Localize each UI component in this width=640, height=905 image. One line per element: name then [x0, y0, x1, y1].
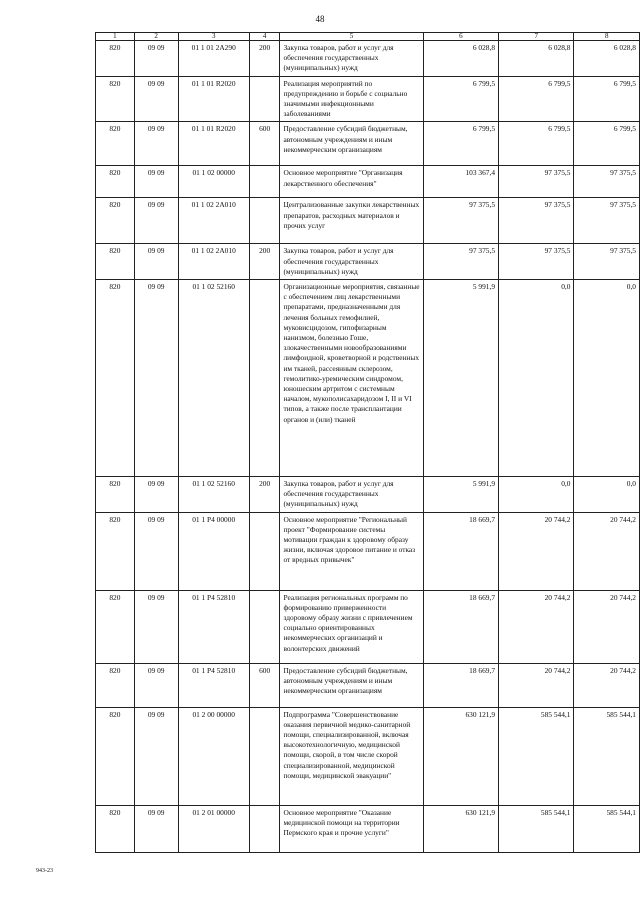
target-article-cell: 01 1 01 2А290 — [178, 41, 249, 77]
agency-code-cell: 820 — [96, 198, 135, 244]
section-code-cell: 09 09 — [134, 41, 178, 77]
table-row — [96, 805, 640, 852]
amount-col6-cell: 103 367,4 — [423, 166, 498, 198]
amount-col8-cell: 97 375,5 — [574, 244, 640, 280]
amount-col8-cell: 20 744,2 — [574, 663, 640, 707]
target-article-cell: 01 1 P4 52810 — [178, 663, 249, 707]
amount-col7-cell: 0,0 — [499, 280, 574, 477]
amount-col7-cell: 0,0 — [499, 477, 574, 513]
amount-col8-cell: 585 544,1 — [574, 805, 640, 852]
target-article-cell: 01 1 01 R2020 — [178, 76, 249, 122]
description-cell: Закупка товаров, работ и услуг для обеспечения государственных (муниципальных) нужд — [280, 244, 423, 280]
agency-code-cell: 820 — [96, 166, 135, 198]
expense-type-cell: 200 — [249, 244, 280, 280]
amount-col8-cell: 20 744,2 — [574, 590, 640, 663]
amount-col7-cell: 20 744,2 — [499, 590, 574, 663]
agency-code-cell: 820 — [96, 805, 135, 852]
amount-col6-cell: 630 121,9 — [423, 805, 498, 852]
amount-col7-cell: 97 375,5 — [499, 166, 574, 198]
amount-col8-cell: 6 799,5 — [574, 122, 640, 166]
amount-col6-cell: 97 375,5 — [423, 198, 498, 244]
amount-col6-cell: 18 669,7 — [423, 590, 498, 663]
description-cell: Предоставление субсидий бюджетным, автономным учреждениям и иным некоммерческим организациям — [280, 122, 423, 166]
amount-col8-cell: 6 028,8 — [574, 41, 640, 77]
description-cell: Закупка товаров, работ и услуг для обеспечения государственных (муниципальных) нужд — [280, 477, 423, 513]
agency-code-cell: 820 — [96, 122, 135, 166]
target-article-cell: 01 1 02 00000 — [178, 166, 249, 198]
agency-code-cell: 820 — [96, 512, 135, 590]
description-cell: Основное мероприятие "Региональный проект "Формирование системы мотивации граждан к здоровому образу жизни, включая здоровое питание и отказ от вредных привычек" — [280, 512, 423, 590]
table-row — [96, 244, 640, 280]
section-code-cell: 09 09 — [134, 198, 178, 244]
target-article-cell: 01 1 02 2А010 — [178, 244, 249, 280]
description-cell: Закупка товаров, работ и услуг для обеспечения государственных (муниципальных) нужд — [280, 41, 423, 77]
amount-col7-cell: 97 375,5 — [499, 244, 574, 280]
header-cell: 3 — [178, 33, 249, 41]
target-article-cell: 01 1 P4 00000 — [178, 512, 249, 590]
expense-type-cell: 200 — [249, 41, 280, 77]
expense-type-cell — [249, 280, 280, 477]
agency-code-cell: 820 — [96, 244, 135, 280]
expense-type-cell — [249, 512, 280, 590]
table-row — [96, 41, 640, 77]
target-article-cell: 01 1 P4 52810 — [178, 590, 249, 663]
amount-col8-cell: 97 375,5 — [574, 166, 640, 198]
section-code-cell: 09 09 — [134, 805, 178, 852]
table-row — [96, 663, 640, 707]
table-row — [96, 590, 640, 663]
table-row — [96, 280, 640, 477]
amount-col7-cell: 585 544,1 — [499, 707, 574, 805]
section-code-cell: 09 09 — [134, 76, 178, 122]
amount-col8-cell: 97 375,5 — [574, 198, 640, 244]
amount-col6-cell: 6 799,5 — [423, 76, 498, 122]
description-cell: Реализация региональных программ по формированию приверженности здоровому образу жизни с привлечением социально ориентированных некоммерческих организаций и волонтерских движений — [280, 590, 423, 663]
target-article-cell: 01 1 01 R2020 — [178, 122, 249, 166]
table-row — [96, 122, 640, 166]
amount-col8-cell: 0,0 — [574, 280, 640, 477]
header-cell: 5 — [280, 33, 423, 41]
amount-col7-cell: 20 744,2 — [499, 663, 574, 707]
table-row — [96, 198, 640, 244]
amount-col7-cell: 585 544,1 — [499, 805, 574, 852]
agency-code-cell: 820 — [96, 707, 135, 805]
section-code-cell: 09 09 — [134, 122, 178, 166]
header-row — [96, 33, 640, 41]
amount-col7-cell: 6 799,5 — [499, 122, 574, 166]
description-cell: Основное мероприятие "Оказание медицинской помощи на территории Пермского края и прочие услуги" — [280, 805, 423, 852]
amount-col6-cell: 630 121,9 — [423, 707, 498, 805]
table-row — [96, 76, 640, 122]
expense-type-cell — [249, 198, 280, 244]
budget-table — [95, 32, 640, 853]
amount-col8-cell: 585 544,1 — [574, 707, 640, 805]
page-number: 48 — [315, 14, 325, 24]
expense-type-cell: 600 — [249, 663, 280, 707]
target-article-cell: 01 1 02 52160 — [178, 477, 249, 513]
description-cell: Централизованные закупки лекарственных препаратов, расходных материалов и прочих услуг — [280, 198, 423, 244]
section-code-cell: 09 09 — [134, 512, 178, 590]
agency-code-cell: 820 — [96, 280, 135, 477]
expense-type-cell — [249, 805, 280, 852]
section-code-cell: 09 09 — [134, 477, 178, 513]
amount-col8-cell: 20 744,2 — [574, 512, 640, 590]
expense-type-cell — [249, 76, 280, 122]
amount-col6-cell: 18 669,7 — [423, 663, 498, 707]
amount-col7-cell: 20 744,2 — [499, 512, 574, 590]
section-code-cell: 09 09 — [134, 707, 178, 805]
header-cell: 1 — [96, 33, 135, 41]
expense-type-cell: 600 — [249, 122, 280, 166]
table-row — [96, 707, 640, 805]
amount-col6-cell: 5 991,9 — [423, 280, 498, 477]
section-code-cell: 09 09 — [134, 663, 178, 707]
amount-col6-cell: 97 375,5 — [423, 244, 498, 280]
header-cell: 6 — [423, 33, 498, 41]
description-cell: Организационные мероприятия, связанные с обеспечением лиц лекарственными препаратами, предназначенными для лечения больных гемофилией, муковисцидозом, гипофизарным нанизмом, болезнью Гоше, злокачественными новообразованиями лимфоидной, кроветворной и родственных им тканей, рассеянным склерозом, гемолитико-уремическим синдромом, юношеским артритом с системным началом, мукополисахаридозом I, II и VI типов, а также после трансплантации органов и (или) тканей — [280, 280, 423, 477]
expense-type-cell — [249, 590, 280, 663]
table-row — [96, 477, 640, 513]
description-cell: Предоставление субсидий бюджетным, автономным учреждениям и иным некоммерческим организациям — [280, 663, 423, 707]
amount-col7-cell: 6 799,5 — [499, 76, 574, 122]
amount-col6-cell: 6 799,5 — [423, 122, 498, 166]
description-cell: Основное мероприятие "Организация лекарственного обеспечения" — [280, 166, 423, 198]
amount-col6-cell: 18 669,7 — [423, 512, 498, 590]
header-cell: 2 — [134, 33, 178, 41]
section-code-cell: 09 09 — [134, 166, 178, 198]
agency-code-cell: 820 — [96, 477, 135, 513]
header-cell: 7 — [499, 33, 574, 41]
agency-code-cell: 820 — [96, 41, 135, 77]
table-row — [96, 512, 640, 590]
header-cell: 4 — [249, 33, 280, 41]
section-code-cell: 09 09 — [134, 244, 178, 280]
description-cell: Реализация мероприятий по предупреждению и борьбе с социально значимыми инфекционными заболеваниями — [280, 76, 423, 122]
amount-col8-cell: 0,0 — [574, 477, 640, 513]
header-cell: 8 — [574, 33, 640, 41]
expense-type-cell: 200 — [249, 477, 280, 513]
expense-type-cell — [249, 166, 280, 198]
expense-type-cell — [249, 707, 280, 805]
amount-col6-cell: 6 028,8 — [423, 41, 498, 77]
table-row — [96, 166, 640, 198]
amount-col6-cell: 5 991,9 — [423, 477, 498, 513]
amount-col7-cell: 6 028,8 — [499, 41, 574, 77]
amount-col7-cell: 97 375,5 — [499, 198, 574, 244]
target-article-cell: 01 1 02 52160 — [178, 280, 249, 477]
target-article-cell: 01 2 01 00000 — [178, 805, 249, 852]
footer-code: 943-23 — [36, 868, 53, 874]
description-cell: Подпрограмма "Совершенствование оказания первичной медико-санитарной помощи, специализированной, включая высокотехнологичную, медицинской помощи, скорой, в том числе скорой специализированной, медицинской помощи, медицинской эвакуации" — [280, 707, 423, 805]
target-article-cell: 01 2 00 00000 — [178, 707, 249, 805]
section-code-cell: 09 09 — [134, 590, 178, 663]
section-code-cell: 09 09 — [134, 280, 178, 477]
agency-code-cell: 820 — [96, 76, 135, 122]
agency-code-cell: 820 — [96, 663, 135, 707]
agency-code-cell: 820 — [96, 590, 135, 663]
amount-col8-cell: 6 799,5 — [574, 76, 640, 122]
target-article-cell: 01 1 02 2А010 — [178, 198, 249, 244]
